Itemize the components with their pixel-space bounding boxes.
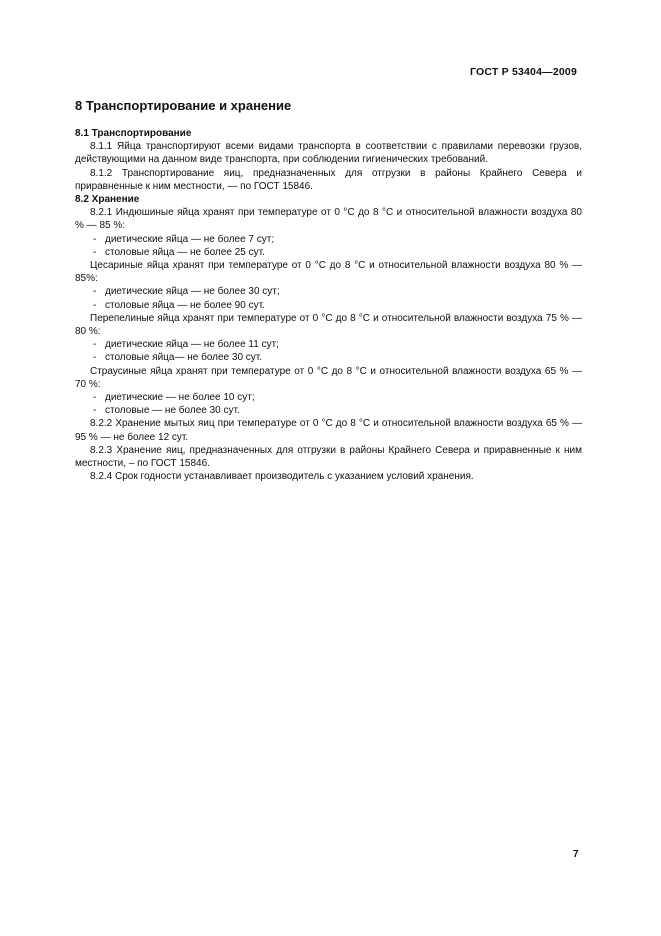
list-item-text: диетические яйца — не более 30 сут; [105,286,280,298]
list-dash: - [93,299,97,311]
list-item [75,246,582,259]
list-item [75,338,582,351]
list-item [75,404,582,417]
list-dash: - [93,405,97,417]
list-item-text: столовые яйца — не более 90 сут. [105,299,265,311]
list-item-text: столовые — не более 30 сут. [105,405,240,417]
list-item-text: диетические — не более 10 сут; [105,392,255,404]
list-item-text: столовые яйца— не более 30 сут. [105,352,263,364]
page-number: 7 [573,849,579,860]
list-dash: - [93,339,97,351]
paragraph-8-2-1: 8.2.1 Индюшиные яйца хранят при температуре от 0 °С до 8 °С и относительной влажности воздуха 80 % — 85 %: [75,207,582,232]
document-body [75,98,582,483]
list-item [75,391,582,404]
paragraph-ostrich-eggs: Страусиные яйца хранят при температуре от 0 °С до 8 °С и относительной влажности воздуха 65 % — 70 %: [75,365,582,390]
list-item [75,233,582,246]
list-item [75,351,582,364]
list-item [75,285,582,298]
list-dash: - [93,352,97,364]
list-dash: - [93,286,97,298]
subsection-title-transport: 8.1 Транспортирование [75,128,192,139]
paragraph-quail-eggs: Перепелиные яйца хранят при температуре от 0 °С до 8 °С и относительной влажности воздуха 75 % — 80 %: [75,312,582,338]
paragraph-8-2-3: 8.2.3 Хранение яиц, предназначенных для отгрузки в районы Крайнего Севера и приравненные к ним местности, – по ГОСТ 15846. [75,444,582,470]
paragraph-8-2-2: 8.2.2 Хранение мытых яиц при температуре от 0 °С до 8 °С и относительной влажности воздуха 65 % — 95 % — не более 12 сут. [75,418,582,443]
paragraph-guinea-eggs: Цесариные яйца хранят при температуре от 0 °С до 8 °С и относительной влажности воздуха 80 % — 85%: [75,260,582,285]
paragraph-8-1-1: 8.1.1 Яйца транспортируют всеми видами транспорта в соответствии с правилами перевозки грузов, действующими на данном виде транспорта, при соблюдении гигиенических требований. [75,141,582,166]
section-title: 8 Транспортирование и хранение [75,98,292,113]
subsection-title-storage: 8.2 Хранение [75,194,140,206]
paragraph-8-2-4: 8.2.4 Срок годности устанавливает производитель с указанием условий хранения. [90,471,474,483]
paragraph-8-1-2: 8.1.2 Транспортирование яиц, предназначенных для отгрузки в районы Крайнего Севера и приравненные к ним местности, — по ГОСТ 15846. [75,167,582,192]
list-item-text: диетические яйца — не более 7 сут; [105,233,275,245]
standard-code: ГОСТ Р 53404—2009 [469,66,577,78]
list-dash: - [93,233,97,245]
list-item [75,299,582,312]
list-item-text: столовые яйца — не более 25 сут. [105,246,265,258]
list-item-text: диетические яйца — не более 11 сут; [105,339,279,351]
list-dash: - [93,246,97,258]
list-dash: - [93,392,97,404]
